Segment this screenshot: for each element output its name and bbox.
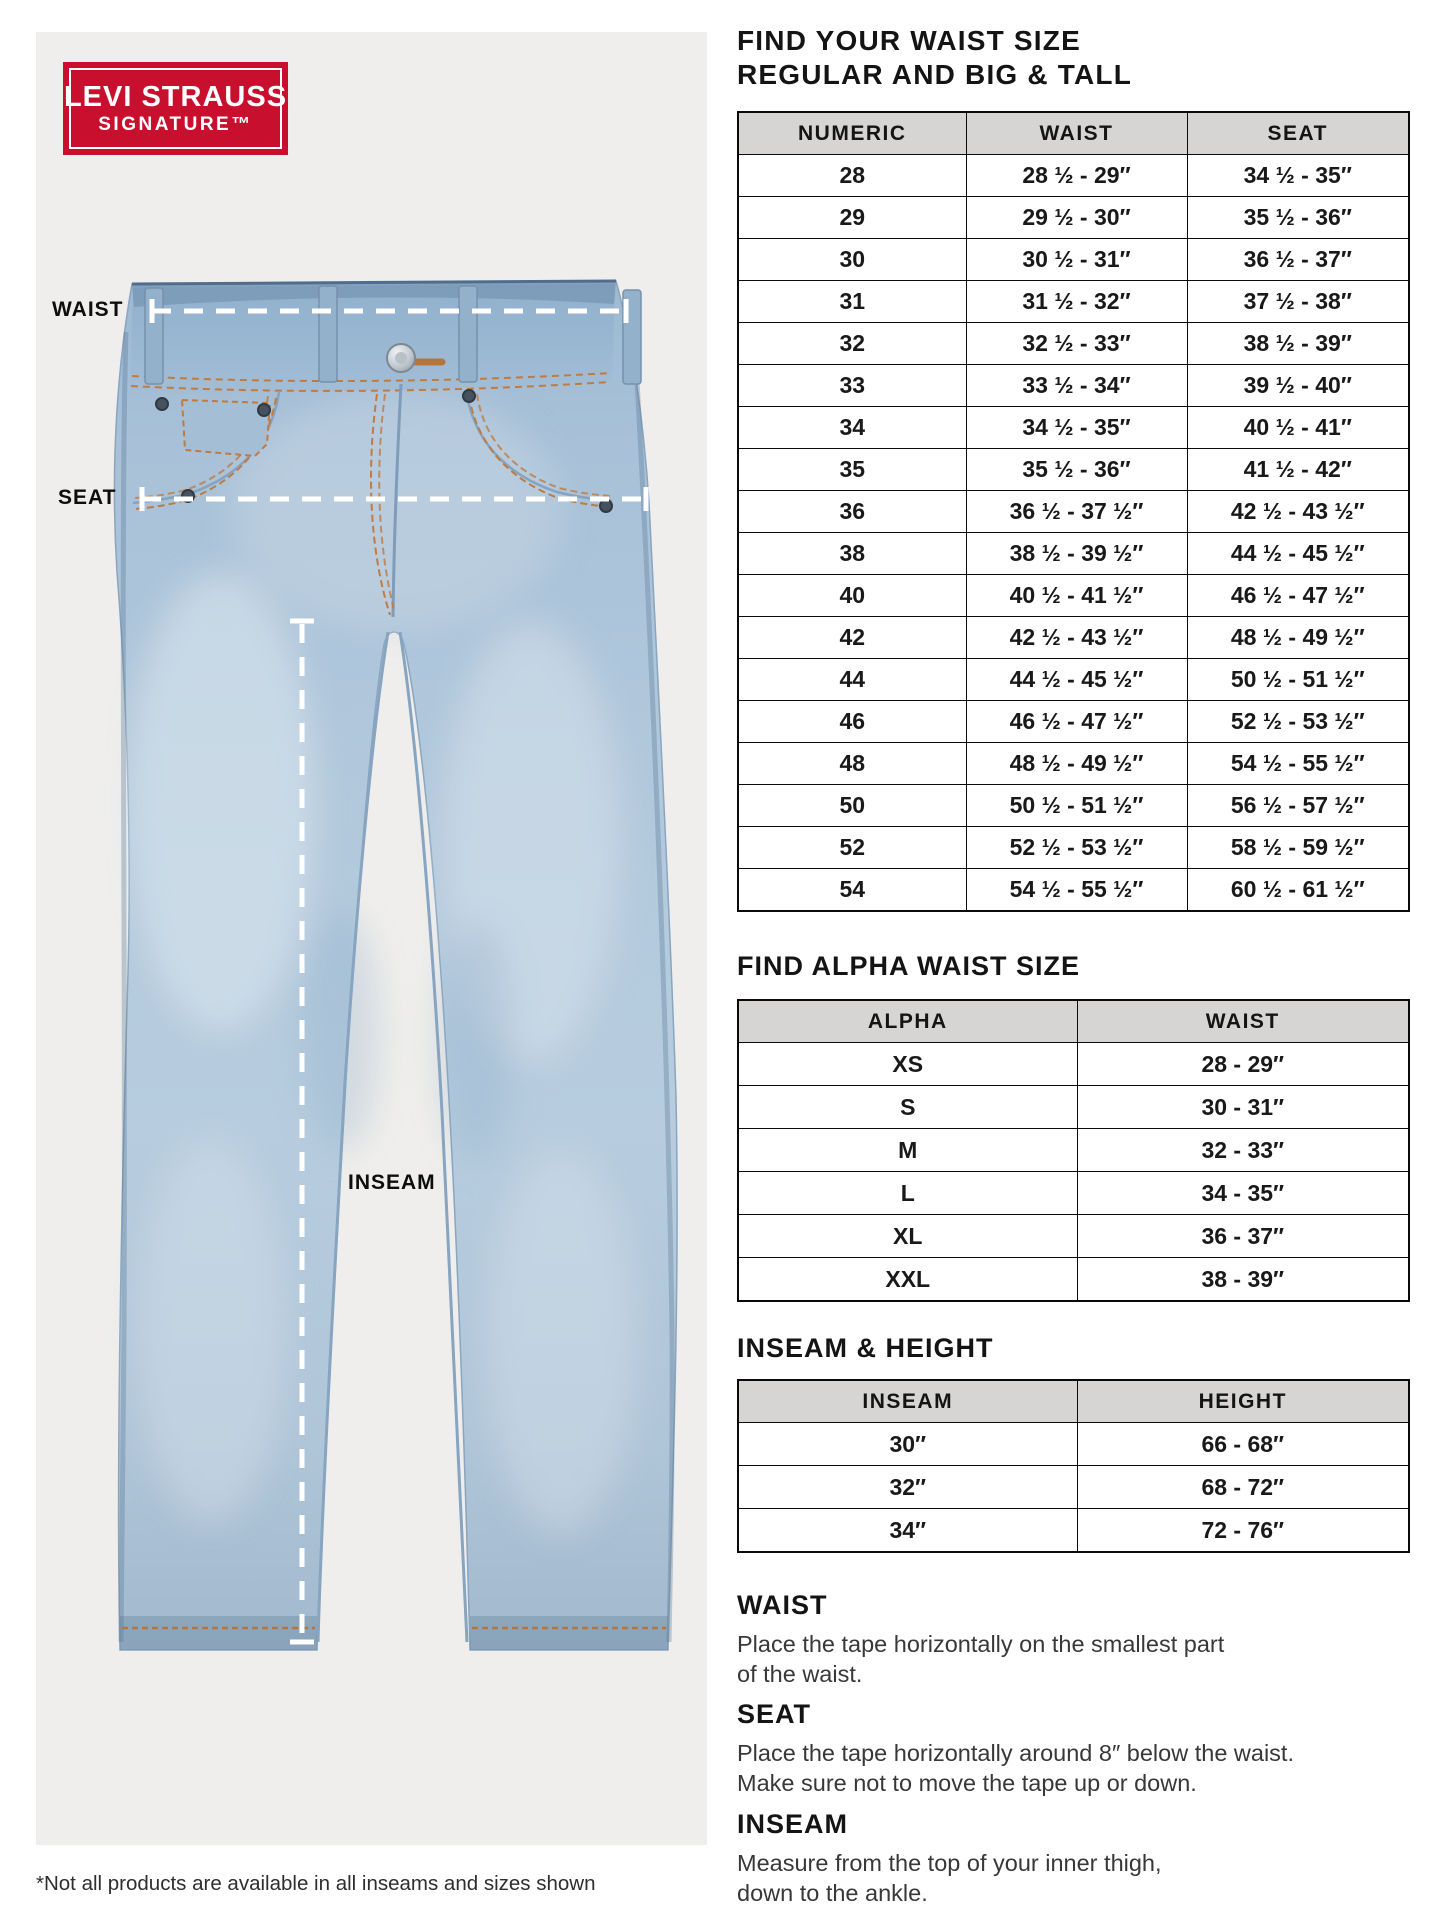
table-cell: L (738, 1172, 1077, 1215)
table-cell: 36 ½ - 37″ (1187, 239, 1409, 281)
table-cell: 35 (738, 449, 966, 491)
footnote: *Not all products are available in all inseams and sizes shown (36, 1872, 596, 1895)
table-row (738, 155, 1409, 197)
table-row (738, 1258, 1409, 1302)
table-cell: 35 ½ - 36″ (1187, 197, 1409, 239)
column-header: NUMERIC (738, 112, 966, 155)
table-cell: 52 (738, 827, 966, 869)
table-row (738, 407, 1409, 449)
table-cell: 28 (738, 155, 966, 197)
inseam-section-title: INSEAM & HEIGHT (737, 1333, 994, 1363)
table-cell: 38 - 39″ (1077, 1258, 1409, 1302)
alpha-waist-table (737, 999, 1410, 1302)
column-header: ALPHA (738, 1000, 1077, 1043)
table-cell: 31 ½ - 32″ (966, 281, 1187, 323)
table-cell: 42 ½ - 43 ½″ (966, 617, 1187, 659)
table-cell: 34″ (738, 1509, 1077, 1553)
table-cell: 34 (738, 407, 966, 449)
waist-button (387, 344, 415, 372)
jeans-waistband (130, 281, 616, 394)
column-header: INSEAM (738, 1380, 1077, 1423)
table-row (738, 449, 1409, 491)
table-cell: 31 (738, 281, 966, 323)
table-row (738, 575, 1409, 617)
table-row (738, 869, 1409, 912)
column-header: SEAT (1187, 112, 1409, 155)
waist-annotation-label: WAIST (52, 298, 124, 321)
table-row (738, 827, 1409, 869)
jeans-photo-panel (36, 32, 707, 1845)
table-cell: 32″ (738, 1466, 1077, 1509)
table-cell: 28 - 29″ (1077, 1043, 1409, 1086)
table-row (738, 1129, 1409, 1172)
guide-text-line: Place the tape horizontally on the smallest part (737, 1631, 1225, 1657)
table-cell: 32 - 33″ (1077, 1129, 1409, 1172)
table-cell: 68 - 72″ (1077, 1466, 1409, 1509)
table-cell: 40 ½ - 41″ (1187, 407, 1409, 449)
table-cell: 46 (738, 701, 966, 743)
table-cell: 42 ½ - 43 ½″ (1187, 491, 1409, 533)
table-cell: 34 ½ - 35″ (1187, 155, 1409, 197)
table-cell: S (738, 1086, 1077, 1129)
table-cell: 29 ½ - 30″ (966, 197, 1187, 239)
jeans-image (36, 32, 707, 1845)
table-cell: 39 ½ - 40″ (1187, 365, 1409, 407)
table-cell: 41 ½ - 42″ (1187, 449, 1409, 491)
waist-measure-guide (737, 1590, 1437, 1689)
column-header: WAIST (1077, 1000, 1409, 1043)
table-cell: 50 ½ - 51 ½″ (966, 785, 1187, 827)
table-cell: 46 ½ - 47 ½″ (1187, 575, 1409, 617)
column-header: HEIGHT (1077, 1380, 1409, 1423)
table-cell: M (738, 1129, 1077, 1172)
table-cell: 36 ½ - 37 ½″ (966, 491, 1187, 533)
table-cell: 30 ½ - 31″ (966, 239, 1187, 281)
table-row (738, 1423, 1409, 1466)
numeric-waist-seat-table (737, 111, 1410, 912)
table-cell: 44 ½ - 45 ½″ (966, 659, 1187, 701)
table-row (738, 1172, 1409, 1215)
guide-text-line: of the waist. (737, 1661, 863, 1687)
inseam-annotation-label: INSEAM (348, 1171, 436, 1194)
table-cell: 32 ½ - 33″ (966, 323, 1187, 365)
table-cell: 36 (738, 491, 966, 533)
page-title-line2: REGULAR AND BIG & TALL (737, 59, 1133, 90)
guide-heading: INSEAM (737, 1809, 849, 1839)
guide-text-line: down to the ankle. (737, 1880, 928, 1906)
table-cell: 40 (738, 575, 966, 617)
table-row (738, 1086, 1409, 1129)
table-cell: 44 (738, 659, 966, 701)
logo-signature-text: SIGNATURE™ (98, 114, 253, 135)
guide-heading: WAIST (737, 1590, 828, 1620)
watch-pocket (182, 400, 270, 456)
table-cell: 29 (738, 197, 966, 239)
page-title (737, 24, 1132, 92)
table-cell: 54 ½ - 55 ½″ (1187, 743, 1409, 785)
table-cell: 38 (738, 533, 966, 575)
guide-heading: SEAT (737, 1699, 812, 1729)
table-row (738, 1466, 1409, 1509)
hems (120, 1616, 668, 1650)
table-cell: 54 ½ - 55 ½″ (966, 869, 1187, 912)
table-row (738, 743, 1409, 785)
table-row (738, 1215, 1409, 1258)
table-cell: 50 (738, 785, 966, 827)
table-row (738, 239, 1409, 281)
logo-brand-text: LEVI STRAUSS (63, 81, 288, 113)
table-cell: 40 ½ - 41 ½″ (966, 575, 1187, 617)
table-cell: 50 ½ - 51 ½″ (1187, 659, 1409, 701)
table-cell: 60 ½ - 61 ½″ (1187, 869, 1409, 912)
table-header-row (738, 112, 1409, 155)
table-cell: XS (738, 1043, 1077, 1086)
table-row (738, 659, 1409, 701)
table-cell: 37 ½ - 38″ (1187, 281, 1409, 323)
table-row (738, 323, 1409, 365)
table-cell: 32 (738, 323, 966, 365)
guide-text-line: Make sure not to move the tape up or down. (737, 1770, 1197, 1796)
guide-text-line: Measure from the top of your inner thigh, (737, 1850, 1162, 1876)
table-cell: 66 - 68″ (1077, 1423, 1409, 1466)
table-cell: 38 ½ - 39 ½″ (966, 533, 1187, 575)
column-header: WAIST (966, 112, 1187, 155)
table-cell: 35 ½ - 36″ (966, 449, 1187, 491)
table-cell: 52 ½ - 53 ½″ (966, 827, 1187, 869)
table-cell: 56 ½ - 57 ½″ (1187, 785, 1409, 827)
table-row (738, 617, 1409, 659)
table-cell: 34 ½ - 35″ (966, 407, 1187, 449)
table-cell: XL (738, 1215, 1077, 1258)
seat-annotation-label: SEAT (58, 486, 117, 509)
inseam-measure-guide (737, 1809, 1437, 1908)
table-cell: 48 (738, 743, 966, 785)
table-row (738, 1509, 1409, 1553)
table-cell: 30 - 31″ (1077, 1086, 1409, 1129)
table-cell: 44 ½ - 45 ½″ (1187, 533, 1409, 575)
seat-measure-guide (737, 1699, 1437, 1798)
table-cell: 30″ (738, 1423, 1077, 1466)
table-cell: 54 (738, 869, 966, 912)
table-row (738, 365, 1409, 407)
table-row (738, 533, 1409, 575)
table-row (738, 281, 1409, 323)
table-row (738, 701, 1409, 743)
table-cell: 58 ½ - 59 ½″ (1187, 827, 1409, 869)
table-cell: 36 - 37″ (1077, 1215, 1409, 1258)
table-header-row (738, 1380, 1409, 1423)
table-cell: 33 ½ - 34″ (966, 365, 1187, 407)
guide-text-line: Place the tape horizontally around 8″ below the waist. (737, 1740, 1294, 1766)
table-cell: 34 - 35″ (1077, 1172, 1409, 1215)
table-row (738, 197, 1409, 239)
table-row (738, 1043, 1409, 1086)
table-cell: 52 ½ - 53 ½″ (1187, 701, 1409, 743)
table-cell: 28 ½ - 29″ (966, 155, 1187, 197)
table-cell: 33 (738, 365, 966, 407)
table-cell: XXL (738, 1258, 1077, 1302)
table-cell: 46 ½ - 47 ½″ (966, 701, 1187, 743)
inseam-height-table (737, 1379, 1410, 1553)
alpha-section-title: FIND ALPHA WAIST SIZE (737, 951, 1080, 981)
table-row (738, 785, 1409, 827)
table-cell: 72 - 76″ (1077, 1509, 1409, 1553)
table-header-row (738, 1000, 1409, 1043)
table-cell: 48 ½ - 49 ½″ (966, 743, 1187, 785)
table-cell: 42 (738, 617, 966, 659)
table-cell: 48 ½ - 49 ½″ (1187, 617, 1409, 659)
table-cell: 38 ½ - 39″ (1187, 323, 1409, 365)
levi-strauss-signature-logo (63, 62, 288, 155)
table-row (738, 491, 1409, 533)
table-cell: 30 (738, 239, 966, 281)
page-title-line1: FIND YOUR WAIST SIZE (737, 25, 1081, 56)
